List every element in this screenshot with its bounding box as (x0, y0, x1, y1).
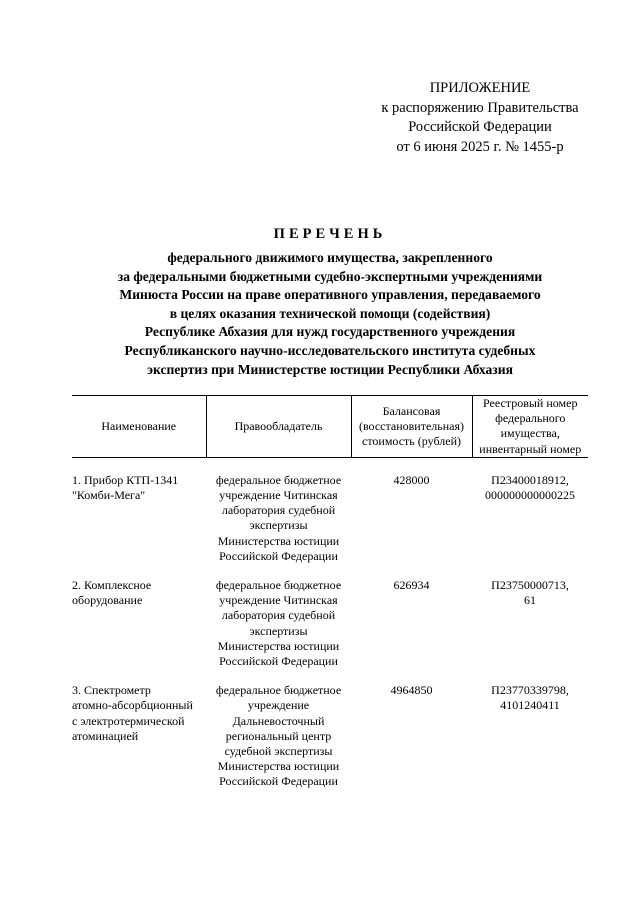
subtitle-line: Республике Абхазия для нужд государственного учреждения (144, 324, 516, 340)
appendix-title: ПРИЛОЖЕНИЕ (429, 80, 531, 96)
subtitle-line: Минюста России на праве оперативного управления, передаваемого (119, 287, 541, 303)
cell-holder: федеральное бюджетное учреждение Читинская лаборатория судебной экспертизы Министерства юстиции Российской Федерации (215, 472, 342, 563)
cell-name: 1. Прибор КТП-1341 "Комби-Мега" (72, 472, 179, 503)
subtitle-line: Республиканского научно-исследовательского института судебных (124, 342, 536, 358)
cell-registry-number: П23750000713, 61 (491, 578, 569, 608)
cell-name: 2. Комплексное оборудование (72, 578, 152, 608)
subtitle-line: экспертиз при Министерстве юстиции Республики Абхазия (147, 361, 513, 377)
cell-cost: 626934 (393, 578, 430, 593)
cell-cost: 428000 (393, 472, 430, 487)
header-cost: Балансовая (восстановительная) стоимость (рублей) (351, 396, 472, 458)
table-row (72, 669, 588, 789)
table-header-row (72, 396, 588, 458)
subtitle-line: за федеральными бюджетными судебно-экспертными учреждениями (117, 268, 543, 284)
table-row (72, 564, 588, 669)
cell-name: 3. Спектрометр атомно-абсорбционный с электротермической атоминацией (72, 683, 193, 743)
table-row (72, 457, 588, 564)
property-table (72, 395, 588, 790)
appendix-line-3: от 6 июня 2025 г. № 1455-р (396, 138, 564, 155)
cell-registry-number: П23770339798, 4101240411 (491, 683, 569, 713)
appendix-line-1: к распоряжению Правительства (381, 99, 579, 116)
subtitle-line: федерального движимого имущества, закрепленного (167, 250, 493, 265)
header-registry-number: Реестровый номер федерального имущества, инвентарный номер (472, 396, 588, 458)
appendix-block (330, 79, 630, 157)
cell-cost: 4964850 (390, 683, 433, 698)
header-holder: Правообладатель (206, 396, 351, 458)
cell-registry-number: П23400018912, 000000000000225 (485, 472, 575, 503)
document-heading: ПЕРЕЧЕНЬ (273, 226, 387, 242)
header-name: Наименование (72, 396, 206, 458)
cell-holder: федеральное бюджетное учреждение Дальневосточный региональный центр судебной экспертизы Министерства юстиции Российской Федерации (215, 683, 342, 789)
document-subtitle (60, 249, 600, 379)
cell-holder: федеральное бюджетное учреждение Читинская лаборатория судебной экспертизы Министерства юстиции Российской Федерации (215, 578, 342, 669)
subtitle-line: в целях оказания технической помощи (содействия) (169, 305, 491, 321)
appendix-line-2: Российской Федерации (408, 119, 552, 135)
